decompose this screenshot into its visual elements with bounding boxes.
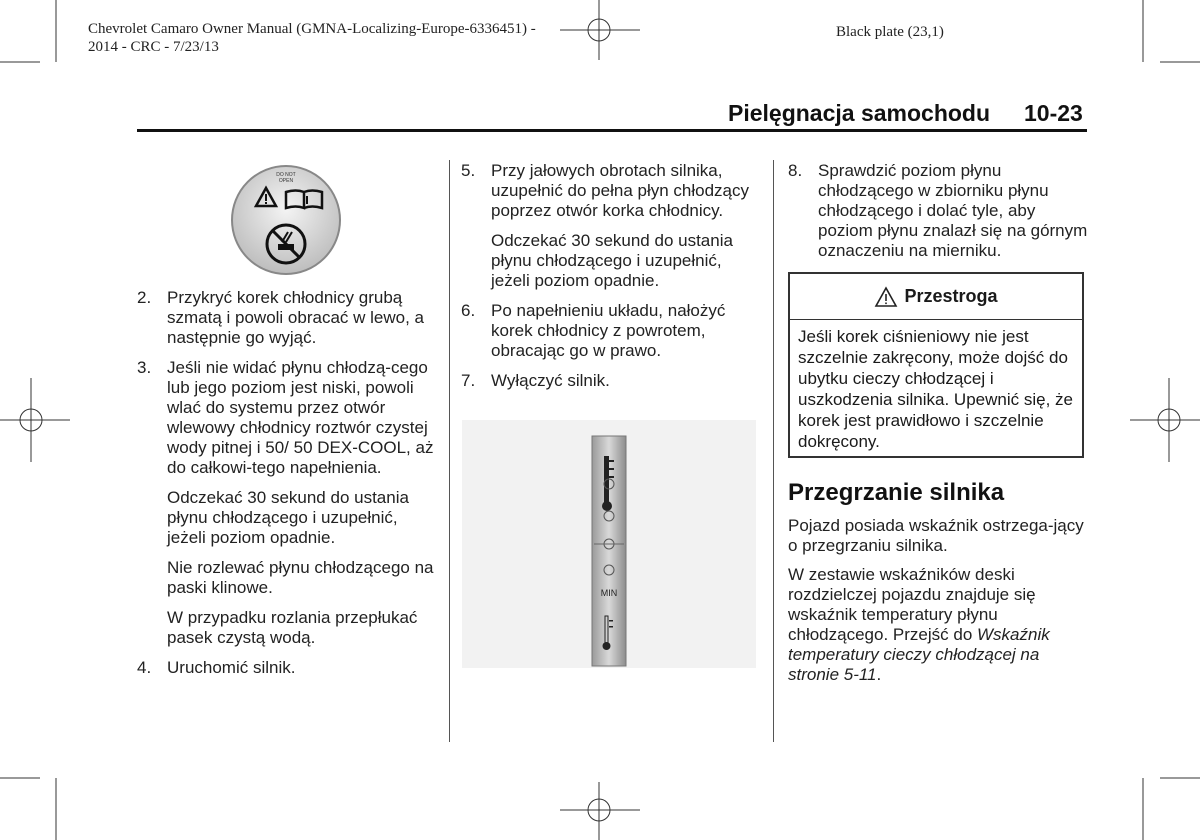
caution-title: Przestroga [904,286,998,306]
svg-text:DO NOT: DO NOT [276,172,296,178]
plate-label: Black plate (23,1) [836,24,944,40]
list-item: 8. Sprawdzić poziom płynu chłodzącego w zbiorniku płynu chłodzącego i dolać tyle, aby poziom płynu znalazł się na górnym oznaczeniu na mierniku. [788,161,1088,260]
caution-text: Jeśli korek ciśnieniowy nie jest szczelnie zakręcony, może dojść do ubytku cieczy chłodzącej i uszkodzenia silnika. Upewnić się, że korek jest prawidłowo i szczelnie dokręcony. [798,327,1073,451]
column-separator-2 [773,160,774,742]
gauge-min-label: MIN [600,588,618,598]
header-rule [137,129,1087,132]
caution-box [788,272,1084,458]
paragraph: W zestawie wskaźników deski rozdzielczej pojazdu znajduje się wskaźnik temperatury płynu chłodzącego. Przejść do Wskaźnik temperatury cieczy chłodzącej na stronie 5-11. [788,565,1050,684]
paragraph: Odczekać 30 sekund do ustania płynu chłodzącego i uzupełnić, jeżeli poziom opadnie. [167,488,409,547]
section-title: Przegrzanie silnika [788,479,1005,506]
print-meta-line1: Chevrolet Camaro Owner Manual (GMNA-Localizing-Europe-6336451) - [88,21,536,37]
column-1 [137,288,437,688]
radiator-cap-illustration [228,162,344,278]
paragraph: Pojazd posiada wskaźnik ostrzega-jący o przegrzaniu silnika. [788,516,1084,555]
caution-header [790,274,1082,320]
cross-reference-link[interactable]: Wskaźnik temperatury cieczy chłodzącej na stronie 5-11 [788,625,1050,684]
warning-icon [874,286,898,308]
list-item: 4. Uruchomić silnik. [137,658,296,677]
page-number: 10-23 [1024,100,1083,126]
svg-text:OPEN: OPEN [278,178,294,184]
list-item: 6. Po napełnieniu układu, nałożyć korek chłodnicy z powrotem, obracając go w prawo. [461,301,726,360]
list-item: 3. Jeśli nie widać płynu chłodzą-cego lub jego poziom jest niski, powoli wlać do systemu przez otwór wlewowy chłodnicy roztwór czystej wody pitnej i 50/ 50 DEX-COOL, aż do całkowi-tego napełnienia. [137,358,434,477]
column-2 [461,161,761,401]
list-item: 5. Przy jałowych obrotach silnika, uzupełnić do pełna płyn chłodzący poprzez otwór korka chłodnicy. [461,161,750,220]
coolant-gauge-illustration [462,420,756,668]
column-separator-1 [449,160,450,742]
column-3 [788,161,1088,271]
paragraph: W przypadku rozlania przepłukać pasek czystą wodą. [167,608,418,647]
print-meta-line2: 2014 - CRC - 7/23/13 [88,39,219,55]
list-item: 2. Przykryć korek chłodnicy grubą szmatą i powoli obracać w lewo, a następnie go wyjąć. [137,288,425,347]
paragraph: Nie rozlewać płynu chłodzącego na paski klinowe. [167,558,434,597]
list-item: 7. Wyłączyć silnik. [461,371,610,390]
section-header: Pielęgnacja samochodu [728,100,991,126]
paragraph: Odczekać 30 sekund do ustania płynu chłodzącego i uzupełnić, jeżeli poziom opadnie. [491,231,733,290]
